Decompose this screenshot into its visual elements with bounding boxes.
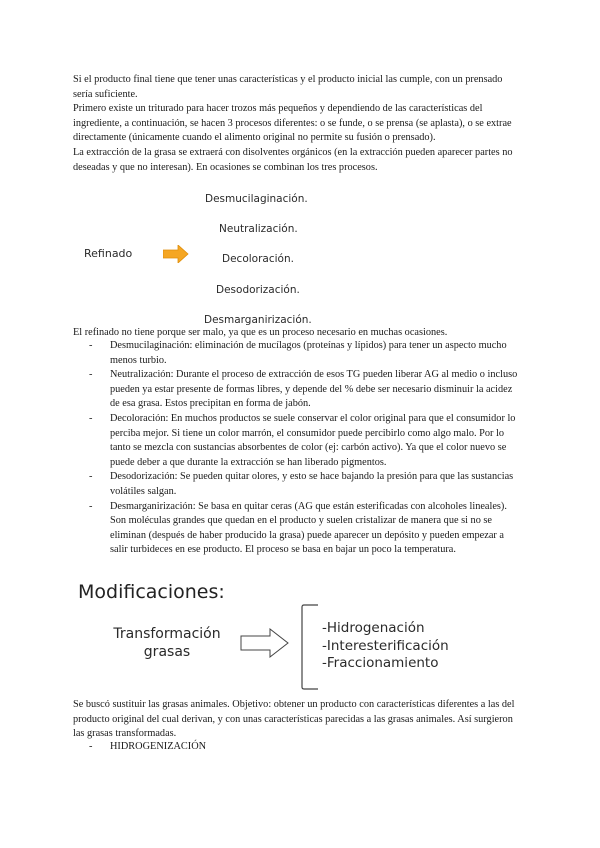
arrow-right-outline-icon [240,628,290,658]
bracket-icon [300,603,320,691]
step-neutralizacion: Neutralización. [219,223,298,235]
list-item: - Desodorización: Se pueden quitar olores, y esto se hace bajando la presión para que las sustancias volátiles salgan. [73,470,523,499]
modificaciones-list [322,620,449,673]
step-desmarganirizacion: Desmarganirización. [204,314,312,326]
item-hidrogenacion: -Hidrogenación [322,620,425,636]
step-desmucilaginacion: Desmucilaginación. [205,193,308,205]
paragraph-triturado: Primero existe un triturado para hacer trozos más pequeños y dependiendo de las características del ingrediente, a continuación, se hacen 3 procesos diferentes: o se funde, o se prensa (se aplasta), o se extrae directamente (únicamente cuando el alimento original no permite su fusión o prensado). [73,103,512,144]
paragraph-refinado: El refinado no tiene porque ser malo, ya que es un proceso necesario en muchas ocasiones. [73,327,448,338]
step-decoloracion: Decoloración. [222,253,294,265]
list-item: - Neutralización: Durante el proceso de extracción de esos TG pueden liberar AG al medio o incluso pueden ya estar presente de formas libres, y depende del % debe ser necesario disminuir la acidez de esa grasa. Estos precipitan en forma de jabón. [73,368,523,412]
paragraph-extraccion: La extracción de la grasa se extraerá con disolventes orgánicos (en la extracción pueden aparecer partes no deseadas y que no interesan). En ocasiones se combinan los tres procesos. [73,147,513,173]
paragraph-grasas-transformadas: Se buscó sustituir las grasas animales. Objetivo: obtener un producto con características diferentes a las del producto original del cual derivan, y con unas características parecidas a las grasas animales. Así surgieron las grasas transformadas. [73,699,515,740]
refinado-label: Refinado [84,247,133,260]
item-interesterificacion: -Interesterificación [322,637,449,654]
paragraph-prensado: Si el producto final tiene que tener unas características y el producto inicial las cumple, con un prensado sería suficiente. [73,74,503,100]
list-item: - Desmarganirización: Se basa en quitar ceras (AG que están esterificadas con alcoholes lineales). Son moléculas grandes que quedan en el producto y suelen cristalizar de manera que si no se eliminan (después de haber producido la grasa) puede aparecer un depósito y pueden empezar a salir turbideces en ese producto. El proceso se basa en bajar un poco la temperatura. [73,500,523,558]
hidrogenizacion-label: HIDROGENIZACIÓN [110,741,207,752]
arrow-right-icon [163,245,189,263]
item-fraccionamiento: -Fraccionamiento [322,655,439,671]
step-desodorizacion: Desodorización. [216,284,300,296]
refinado-bullet-list [73,339,523,558]
transformacion-label: Transformación grasas [113,626,221,660]
modificaciones-title: Modificaciones: [78,581,225,603]
list-item: - Desmucilaginación: eliminación de mucílagos (proteínas y lípidos) para tener un aspecto mucho menos turbio. [73,339,523,368]
list-item: - Decoloración: En muchos productos se suele conservar el color original para que el consumidor lo perciba mejor. Si tiene un color marrón, el consumidor puede percibirlo como algo malo. Por lo tanto se mezcla con sustancias absorbentes de color (ej: carbón activo). Ya que el color nuevo se puede deber a que durante la extracción se han liberado pigmentos. [73,412,523,470]
document-page: Si el producto final tiene que tener unas características y el producto inicial las cumple, con un prensado sería suficiente. Primero existe un triturado para hacer trozos más pequeños y dependiendo de las características del ingrediente, a continuación, se hacen 3 procesos diferentes: o se funde, o se prensa (se aplasta), o se extrae directamente (únicamente cuando el alimento original no permite su fusión o prensado). La extracción de la grasa se extraerá con disolventes orgánicos (en la extracción pueden aparecer partes no deseadas y que no interesan). En ocasiones se combinan los tres procesos. Refinado Desmucilaginación. Neutralización. Decoloración. Desodorización. Desmarganirización. El refinado no tiene porque ser malo, ya que es un proceso necesario en muchas ocasiones. - Desmucilaginación: eliminación de mucílagos (proteínas y lípidos) para tener un aspecto mucho menos turbio. - Neutralización: Durante el proceso de extracción de esos TG pueden liberar AG al medio o incluso pueden ya estar presente de formas libres, y depende del % debe ser necesario disminuir la acidez de esa grasa. Estos precipitan en forma de jabón. - Decoloración: En muchos productos se suele conservar el color original para que el consumidor lo perciba mejor. Si tiene un color marrón, el consumidor puede percibirlo como algo malo. Por lo tanto se mezcla con sustancias absorbentes de color (ej: carbón activo). Ya que el color nuevo se puede deber a que durante la extracción se han liberado pigmentos. - Desodorización: Se pueden quitar olores, y esto se hace bajando la presión para que las sustancias volátiles salgan. - Desmarganirización: Se basa en quitar ceras (AG que están esterificadas con alcoholes lineales). Son moléculas grandes que quedan en el producto y suelen cristalizar de manera que si no se eliminan (después de haber producido la grasa) puede aparecer un depósito y pueden empezar a salir turbideces en ese producto. El proceso se basa en bajar un poco la temperatura. Modificaciones: Transformación grasas -Hidrogenación -Interesterificación -Fraccionamiento Se buscó sustituir las grasas animales. Objetivo: obtener un producto con características diferentes a las del producto original del cual derivan, y con unas características parecidas a las grasas animales. Así surgieron las grasas transformadas. - HIDROGENIZACIÓN [0,0,600,848]
